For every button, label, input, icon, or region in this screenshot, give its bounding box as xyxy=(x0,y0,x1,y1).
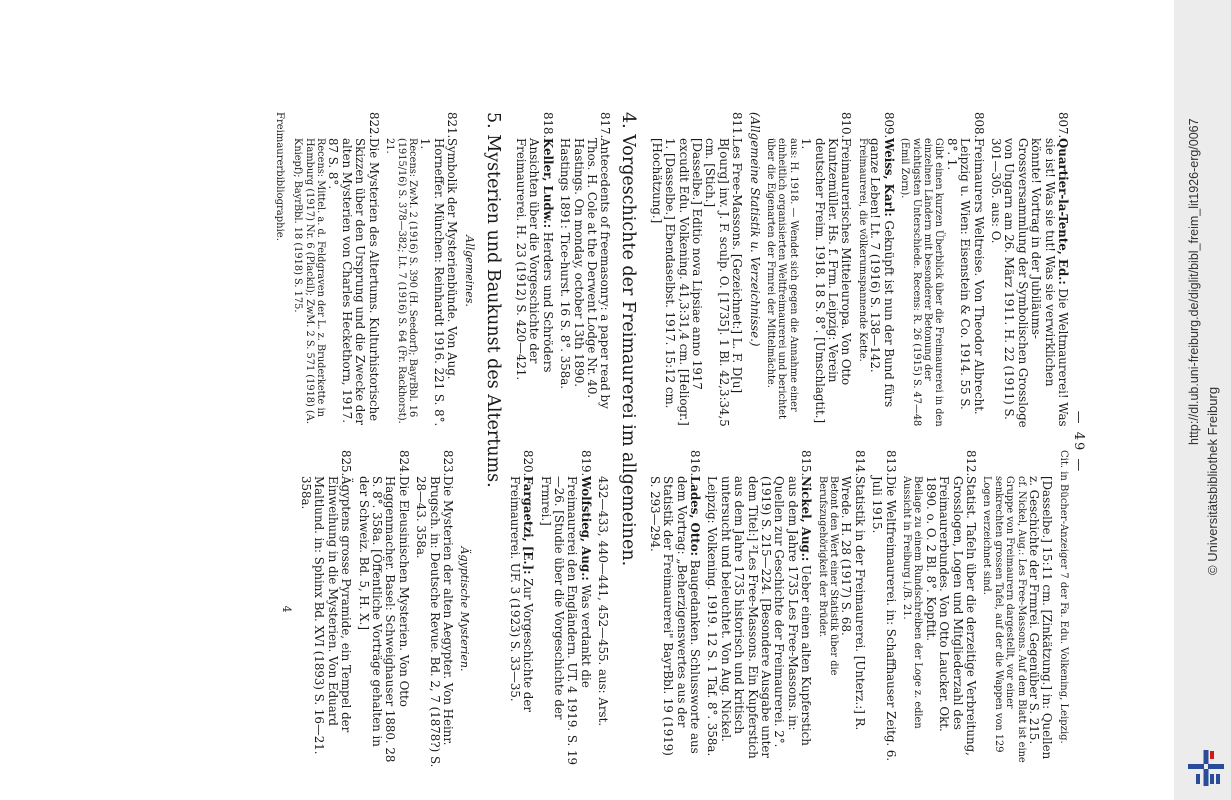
bib-entry xyxy=(647,450,701,768)
entry-text: 432—433, 440—441, 452—455. aus: Arst. xyxy=(596,476,611,727)
entry-number: 819. xyxy=(578,450,593,477)
bib-entry xyxy=(514,112,554,430)
entry-text: Ägyptens grosse Pyramide, ein Tempel der Einweihung in die Mysterien. Von Eduard Maltlund. in: Sphinx Bd. XVI (1893) S. 16—21. 358a. xyxy=(299,476,354,755)
entry-number: 808. xyxy=(971,112,986,139)
entry-number: 820. xyxy=(521,450,536,477)
entry-text: Les Free-Massons. [Gezeichnet:] L. F. D[u] B[ourg] inv. J. F. sculp. O. [1735]. 1 Bl. 42,3:34,5 cm. [Stich.] xyxy=(703,138,745,427)
entry-note: Gibt einen kurzen Überblick über die Freimaurerei in den einzelnen Ländern mit besonderer Betonung der wichtigsten Unterschiede. Recens: R. 26 (1915) S. 47—48 (Emil Zorn). xyxy=(899,138,945,427)
entry-author: Fargaetzi, [E.]: xyxy=(521,476,536,575)
bib-entry xyxy=(292,112,380,430)
bib-entry xyxy=(705,450,812,768)
bib-entry xyxy=(299,450,353,768)
subsection-heading: Allgemeines. xyxy=(462,235,476,307)
entry-author: Keller, Ludw.: xyxy=(540,138,555,229)
entry-note: Recens: ZwM. 2 (1916) S. 390 (H. Seedorf); BayrBbl. 16 (1915/16) S. 378—382; Lt. 7 (1916) S. 64 (Fr. Rackhorst). 21. xyxy=(384,138,418,424)
bib-entry xyxy=(816,450,866,768)
bib-entry xyxy=(899,112,985,430)
entry-text: Die Weltfreimaurerei. in: Schaffhauser Zeitg. 6. Juli 1915. xyxy=(870,476,898,762)
copyright-notice: © Universitätsbibliothek Freiburg xyxy=(1205,386,1220,575)
entry-text: Statist. Tafeln über die derzeitige Verbreitung, Grosslogen, Logen und Mitgliederzahl des Freimaurerbundes. Von Otto Laucker. Okt. 1890. o. O. 2 Bl. 8°. Kopftit. xyxy=(923,476,979,756)
heading-spacer xyxy=(609,450,643,768)
entry-number: 811. xyxy=(730,112,745,139)
entry-number: 815. xyxy=(799,450,814,477)
entry-note: Freimaurerei, die völkerumspannende Kette. xyxy=(856,138,868,362)
entry-number: 823. xyxy=(441,450,456,477)
bib-entry xyxy=(870,450,897,768)
entry-note: Beilage zu einem Rundschreiben der Loge z. edlen Aussicht in Freiburg i./B. 21. xyxy=(901,476,924,729)
library-logo-icon xyxy=(1186,748,1226,788)
signature-mark: 4 xyxy=(279,605,293,613)
entry-author: Lades, Otto: xyxy=(687,476,702,556)
right-column xyxy=(279,450,1069,768)
entry-text: Symbolik der Mysterienbünde. Von Aug. Horneffer. München: Reinhardt 1916. 221 S. 8°. 1. xyxy=(418,138,460,427)
entry-number: 825. xyxy=(339,450,354,477)
bib-entry xyxy=(414,450,454,768)
entry-text: Die Mysterien der alten Aegypter. Von Heinr. Brugsch. in: Deutsche Revue. Bd. 2, 7 (1878?) S. 28—43. 358a. xyxy=(414,476,456,768)
bib-entry xyxy=(596,450,609,768)
entry-text: Die Mysterien des Altertums. Kulturhistorische Skizzen über den Ursprung und die Zwecke der alten Mysterien von Charles Heckethorn, 1917. 87 S. 8°. xyxy=(326,138,381,425)
entry-number: 821. xyxy=(445,112,460,139)
entry-extra: [Dasselbe.] Editio nova Lipsiae anno 1917 excudit Edu. Volkening. 41,3:31,4 cm. [Heliogr.] 1. [Dasselbe.] Ebendaselbst. 1917. 15:12 cm. [Hochätzung.] xyxy=(649,138,705,426)
entry-number: 817. xyxy=(598,112,613,139)
entry-text: Geknüpft ist nun der Bund fürs ganze Leben! Lt. 7 (1916) S. 138—142. xyxy=(868,138,896,408)
bib-entry xyxy=(981,450,1053,768)
heading-spacer xyxy=(473,450,503,768)
entry-author: Weiss, Karl: xyxy=(881,138,896,217)
entry-text: Freimaurerisches Mitteleuropa. Von Otto Kuntzemüller. Hs. f. Frm. Leipzig: Verein deutscher Freim. 1918. 18 S. 8°. [Umschlagtit.] 1. xyxy=(799,138,854,424)
entry-author: Wolfstieg, Aug.: xyxy=(578,476,593,581)
bib-entry xyxy=(558,112,612,430)
entry-text: Statistik in der Freimaurerei. [Unterz.:] R. Wrede. H. 28 (1917) S. 68. xyxy=(839,476,867,731)
entry-note: cf. Nickel, Aug.: Les Free-Massons. Auf dem Blatt ist eine Gruppe von Freimaurern dargestellt, vor einer senkrechten grossen Tafel, auf der die Wappen von 129 Logen verzeichnet sind. xyxy=(981,476,1027,763)
bib-entry xyxy=(649,112,743,430)
entry-number: 824. xyxy=(396,450,411,477)
entry-text: Herders und Schröders Ansichten über die Vorgeschichte der Freimaurerei. H. 23 (1912) S. 420—421. xyxy=(513,138,555,381)
entry-number: 807. xyxy=(1056,112,1070,139)
bib-entry xyxy=(765,112,853,430)
footer-note: Freimaurerbibliographie. xyxy=(273,112,285,241)
bib-entry xyxy=(384,112,458,430)
entry-text: Zur Vorgeschichte der Freimaurerei. UF. 3 (1923) S. 33—35. xyxy=(507,476,536,712)
bib-entry xyxy=(507,450,534,768)
bib-entry xyxy=(538,450,592,768)
entry-author: Nickel, Aug.: xyxy=(799,476,814,562)
entry-text: Die Weltmaurerei! Was sie ist! Was sie tut! Was sie verwirklichen könnte! Vortrag in der Jubiläums-Grossversammlung der Symbolischen Grossloge von Ungarn am 26. März 1911. H. 22 (1911) S. 301—305. aus: O. xyxy=(988,138,1070,428)
entry-text: Freimaurers Weltreise. Von Theodor Albrecht. Leipzig u. Wien: Eisenstein & Co. 1914. 55 S. 8°. 1. xyxy=(944,138,986,415)
bib-entry xyxy=(901,450,977,768)
permalink-url[interactable]: http://dl.ub.uni-freiburg.de/diglit/bibl_freim_lit1926-erg/0067 xyxy=(1187,118,1201,445)
entry-number: 810. xyxy=(839,112,854,139)
entry-number: 818. xyxy=(540,112,555,139)
entry-note: aus: H. 1918. — Wendet sich gegen die Annahme einer einheitlich organisierten Weltfreimaurerei und berichtet über die Eigenarten der Frmrei der Mittelmächte. xyxy=(765,138,799,419)
subsection-heading: (Allgemeine Statistik u. Verzeichnisse.) xyxy=(747,112,762,347)
entry-number: 814. xyxy=(852,450,867,477)
entry-text: Ueber einen alten Kupferstich aus dem Jahre 1735 Les Free-Massons. in: Quellen zur Geschichte der Freimaurerei. 2°. (1919) S. 215—224. [Besondere Ausgabe unter dem Titel:] ²Les Free-Massons. Ein Kupferstich aus dem Jahre 1735 historisch und kritisch untersucht und beleuchtet. Von Aug. Nickel. Leipzig: Volkening. 1919. 12 S. 1 Taf. 8°. 358a. xyxy=(705,476,814,759)
entry-number: 822. xyxy=(366,112,381,139)
entry-note: Recens: Mittel. a. d. Feldgraven der L. z. Bruderkette in Hamburg (1917) Nr. 6 (Plackil); ZwM. 2 S. 571 (1918) (A. Kniepf); BayrBbl. 18 (1918) S. 175. xyxy=(292,138,327,424)
entry-number: 813. xyxy=(883,450,898,477)
entry-text: [Dasselbe.] 15:11 cm. [Zinkätzung.] in: Quellen z. Geschichte der Frmrei. Gegenüber S. 215. xyxy=(1027,476,1055,760)
entry-number: 816. xyxy=(687,450,702,477)
entry-number: 809. xyxy=(881,112,896,139)
bib-entry xyxy=(356,450,410,768)
entry-text: Antecedents of freemasonry: a paper read by Thos. H. Cole at the Derwent Lodge Nr. 40. Hastings. On monday, october 13th 1890. Hastings 1891: Tice-hurst. 16 S. 8°. 358a. xyxy=(558,138,613,409)
section-heading: 5. Mysterien und Baukunst des Altertums. xyxy=(482,112,503,488)
entry-author: Quartier-la-Tente, Ed.: xyxy=(1056,138,1070,285)
bib-entry xyxy=(989,112,1069,430)
top-note: Cit. in Bücher-Anzeiger 7 der Fa. Edu. Volkening, Leipzig. xyxy=(1058,450,1069,744)
page-number: — 49 — xyxy=(1071,410,1086,474)
entry-text: Die Eleusinischen Mysterien. Von Otto Haggenmacher. Basel: Schweighauser 1880. 28 S. 8°. 358a. [Öffentliche Vorträge gehalten in der Schweiz. Bd. 5, H. X.] xyxy=(356,476,411,763)
entry-text: Baugedanken. Schlussworte aus dem Vortrag: „Beherzigenswertes aus der Statistik der Freimaurerei" BayrBbl. 19 (1919) S. 293—294. xyxy=(647,476,702,756)
subsection-heading: Ägyptische Mysterien. xyxy=(458,546,472,672)
bib-entry xyxy=(857,112,895,430)
section-heading: 4. Vorgeschichte der Freimaurerei im allgemeinen. xyxy=(618,112,639,567)
entry-number: 812. xyxy=(964,450,979,477)
entry-text: Was verdankt die Freimaurerei den Engländern. UT. 4 1919. S. 19—26. [Studie über die Vorgeschichte der Frmrei.] xyxy=(538,476,593,766)
document-page xyxy=(45,112,1085,772)
entry-note: Betont den Wert einer Statistik über die Berufszugehörigkeit der Brüder. xyxy=(816,476,839,676)
